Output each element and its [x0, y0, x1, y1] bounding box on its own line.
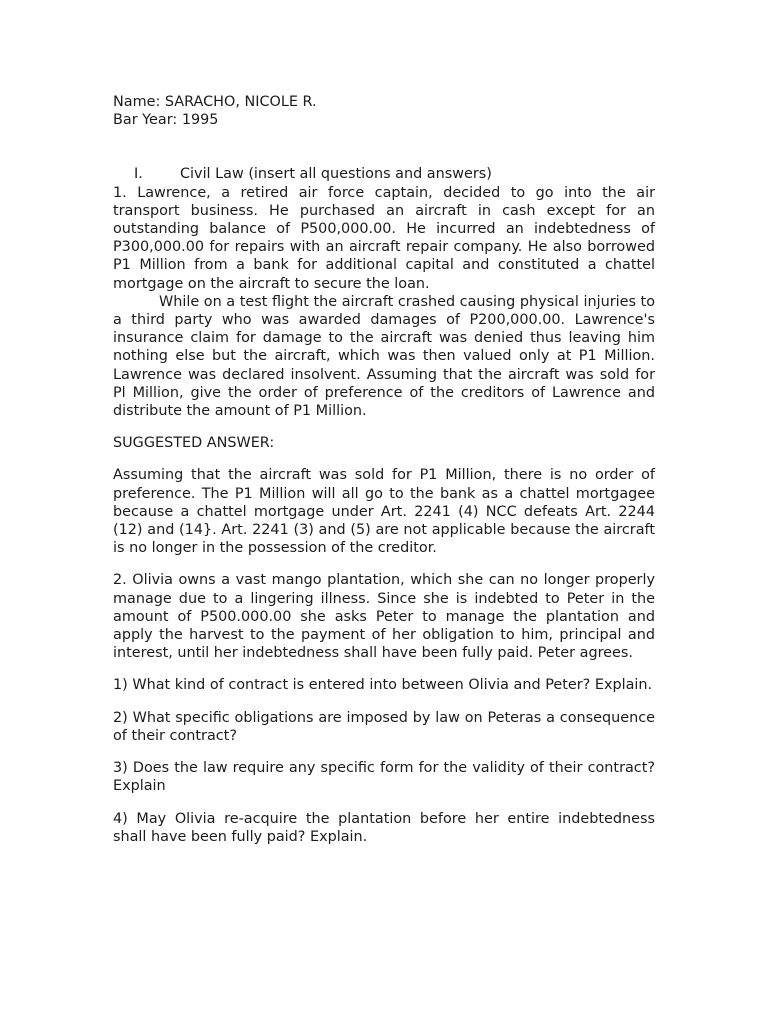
student-header — [113, 93, 655, 129]
question-2-sub-1: 1) What kind of contract is entered into between Olivia and Peter? Explain. — [113, 677, 653, 694]
question-2-sub-4: 4) May Olivia re-acquire the plantation before her entire indebtedness shall have been fully paid? Explain. — [113, 810, 655, 845]
section-numeral: I. — [134, 166, 143, 183]
answer-1-paragraph: Assuming that the aircraft was sold for P1 Million, there is no order of preference. The P1 Million will all go to the bank as a chattel mortgagee because a chattel mortgage under Art. 2241 (4) NCC defeats Art. 2244 (12) and (14}. Art. 2241 (3) and (5) are not applicable because the aircraft is no longer in the possession of the creditor. — [113, 467, 655, 557]
question-1-paragraph-1: 1. Lawrence, a retired air force captain, decided to go into the air transport business. He purchased an aircraft in cash except for an outstanding balance of P500,000.00. He incurred an indebtedness of P300,000.00 for repairs with an aircraft repair company. He also borrowed P1 Million from a bank for additional capital and constituted a chattel mortgage on the aircraft to secure the loan. — [113, 184, 655, 292]
section-heading — [113, 165, 655, 183]
suggested-answer-label: SUGGESTED ANSWER: — [113, 435, 275, 452]
question-2-sub-2: 2) What specific obligations are imposed by law on Peteras a consequence of their contract? — [113, 709, 655, 744]
section-title: Civil Law (insert all questions and answers) — [180, 166, 492, 183]
question-1-paragraph-2: While on a test flight the aircraft crashed causing physical injuries to a third party who was awarded damages of P200,000.00. Lawrence's insurance claim for damage to the aircraft was denied thus leaving him nothing else but the aircraft, which was then valued only at P1 Million. Lawrence was declared insolvent. Assuming that the aircraft was sold for Pl Million, give the order of preference of the creditors of Lawrence and distribute the amount of P1 Million. — [113, 293, 655, 420]
student-name: Name: SARACHO, NICOLE R. — [113, 94, 317, 110]
question-2-intro: 2. Olivia owns a vast mango plantation, which she can no longer properly manage due to a lingering illness. Since she is indebted to Peter in the amount of P500.000.00 she asks Peter to manage the plantation and apply the harvest to the payment of her obligation to him, principal and interest, until her indebtedness shall have been fully paid. Peter agrees. — [113, 572, 655, 662]
document-page — [113, 93, 655, 846]
bar-year: Bar Year: 1995 — [113, 112, 219, 129]
question-2-sub-3: 3) Does the law require any specific form for the validity of their contract? Explain — [113, 760, 655, 795]
